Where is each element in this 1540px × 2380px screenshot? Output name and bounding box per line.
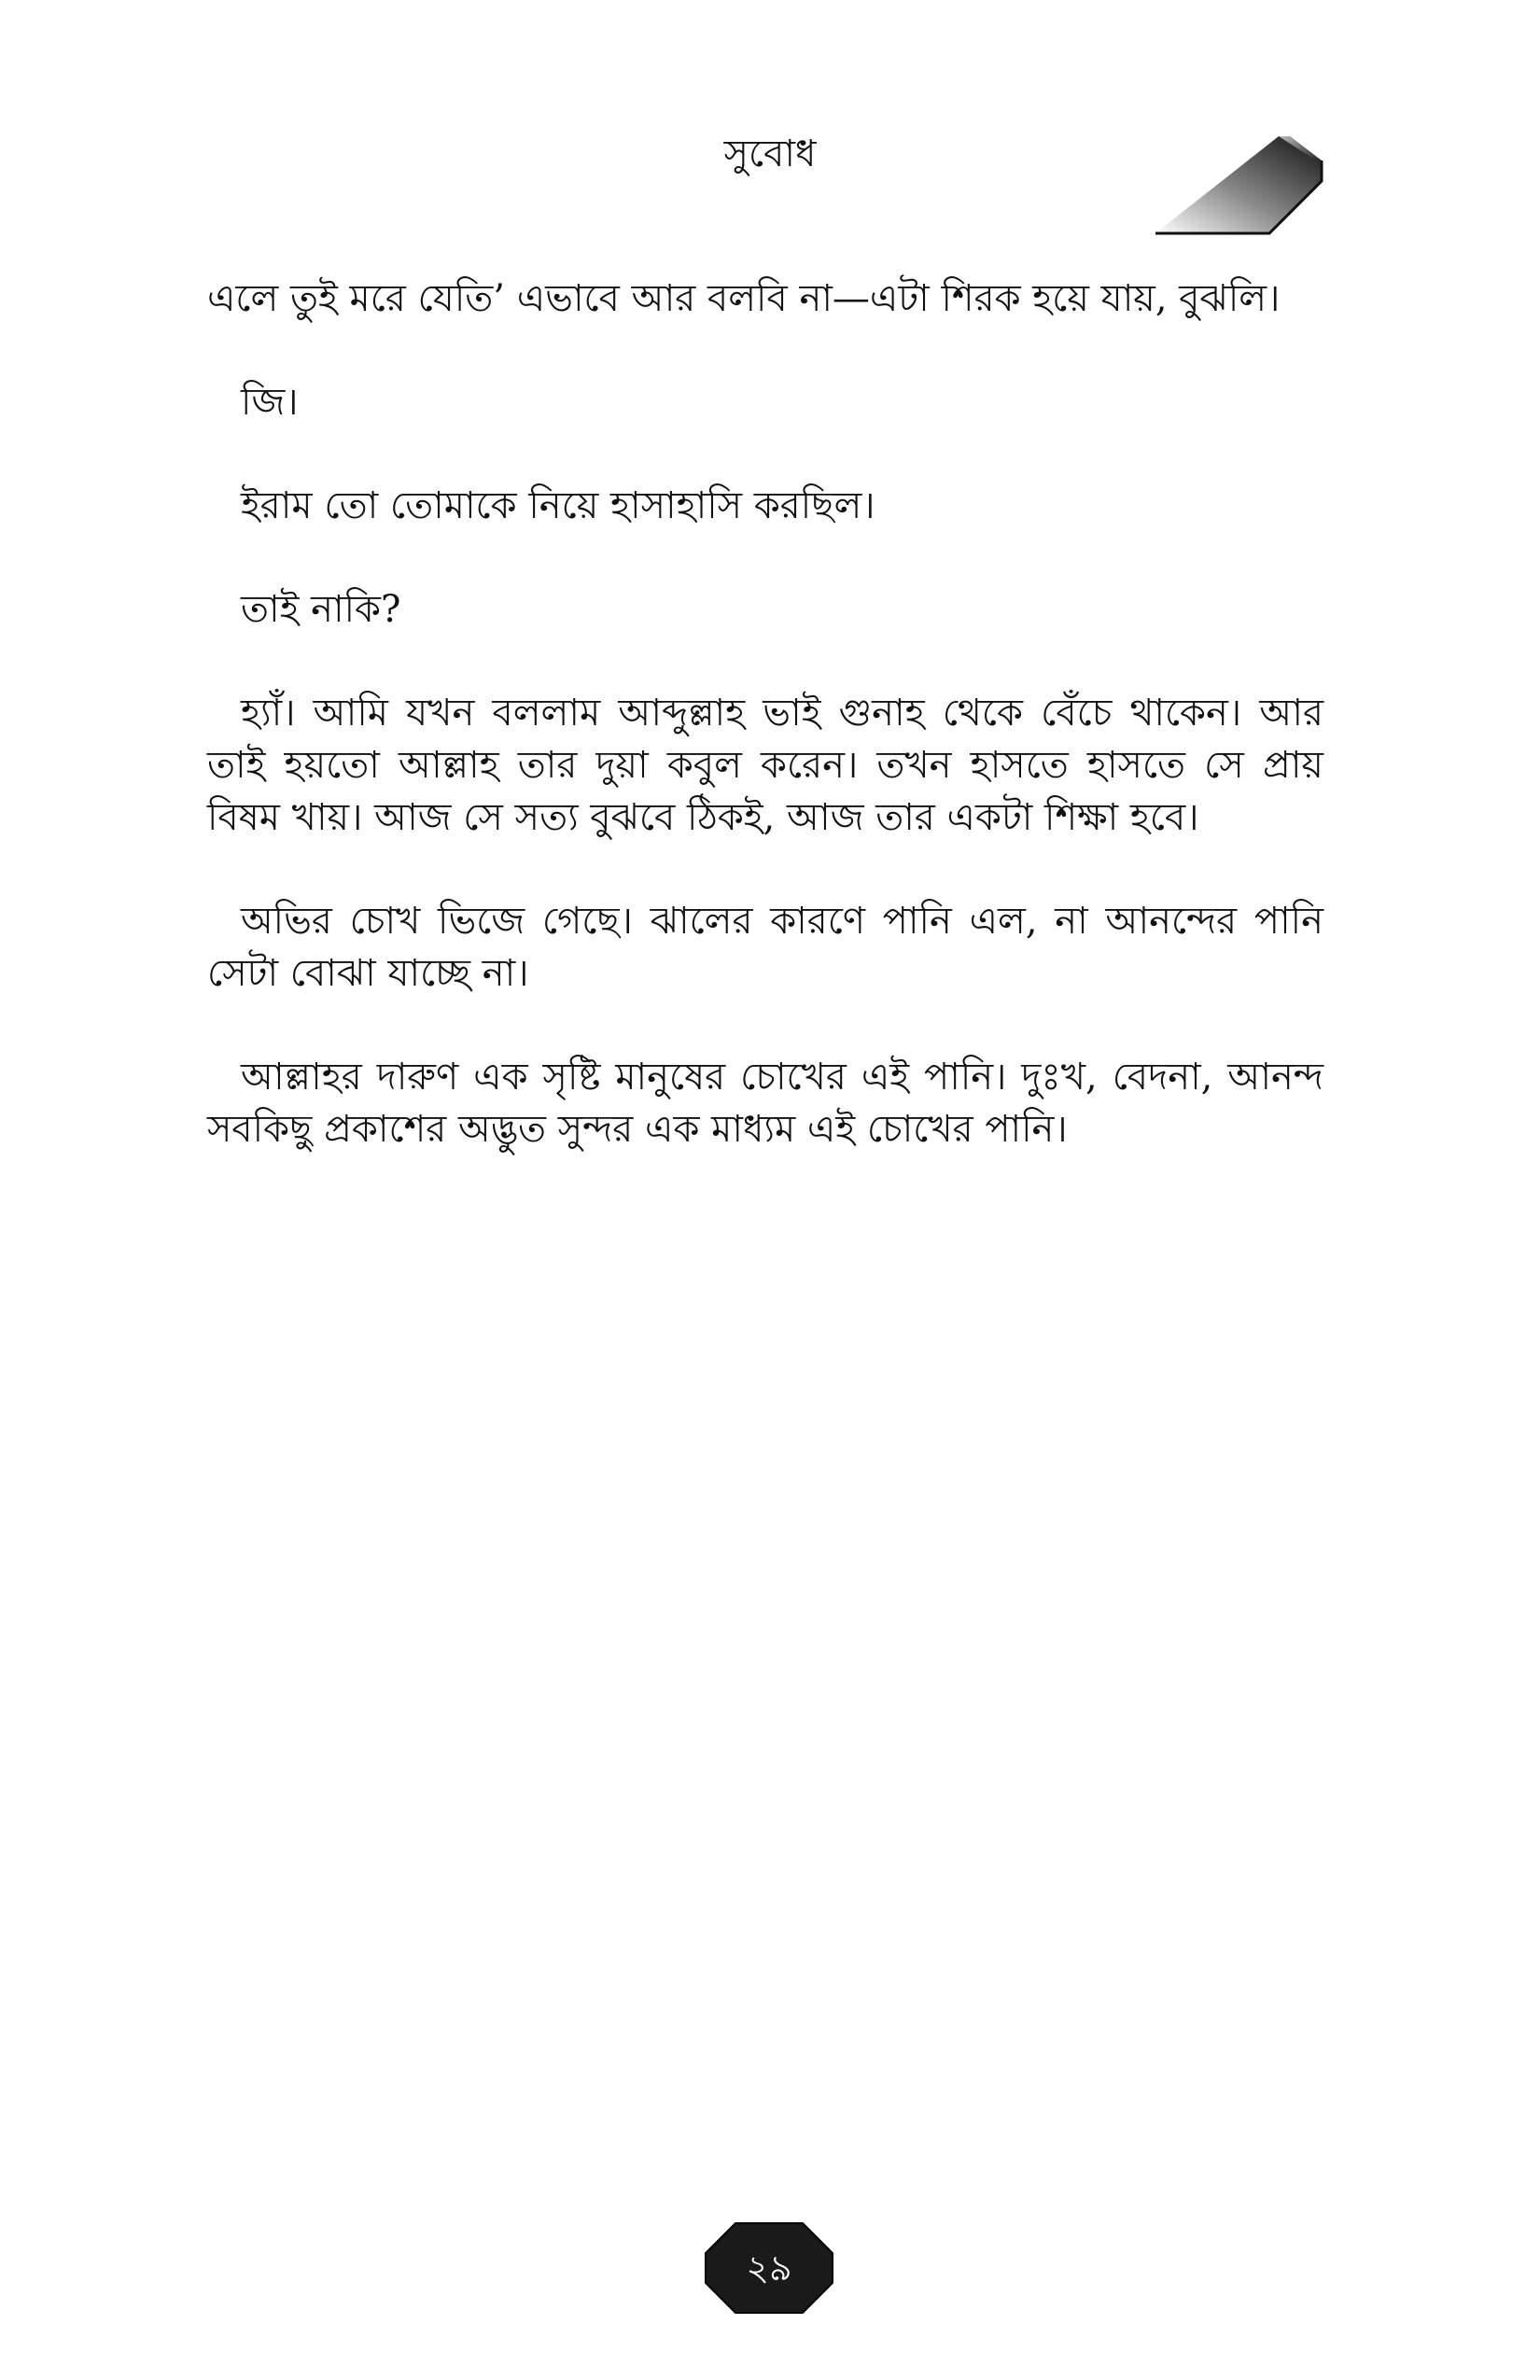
paragraph: এলে তুই মরে যেতি’ এভাবে আর বলবি না—এটা শিরক হয়ে যায়, বুঝলি। — [207, 277, 1281, 320]
paragraph: তাই নাকি? — [241, 588, 401, 631]
body-text — [207, 273, 1323, 1207]
paragraph: আল্লাহর দারুণ এক সৃষ্টি মানুষের চোখের এই পানি। দুঃখ, বেদনা, আনন্দ সবকিছু প্রকাশের অদ্ভুত সুন্দর এক মাধ্যম এই চোখের পানি। — [207, 1056, 1323, 1151]
running-header-title: সুবোধ — [723, 133, 817, 175]
paragraph: ইরাম তো তোমাকে নিয়ে হাসাহাসি করছিল। — [241, 484, 875, 527]
paragraph: হ্যাঁ। আমি যখন বললাম আব্দুল্লাহ ভাই গুনাহ থেকে বেঁচে থাকেন। আর তাই হয়তো আল্লাহ তার দুয়া কবুল করেন। তখন হাসতে হাসতে সে প্রায় বিষম খায়। আজ সে সত্য বুঝবে ঠিকই, আজ তার একটা শিক্ষা হবে। — [207, 692, 1323, 839]
paragraph: জি। — [241, 381, 299, 424]
corner-tab-ornament — [1155, 136, 1323, 235]
page-number: ২৯ — [746, 2247, 792, 2289]
paragraph: অভির চোখ ভিজে গেছে। ঝালের কারণে পানি এল, না আনন্দের পানি সেটা বোঝা যাচ্ছে না। — [207, 900, 1323, 995]
